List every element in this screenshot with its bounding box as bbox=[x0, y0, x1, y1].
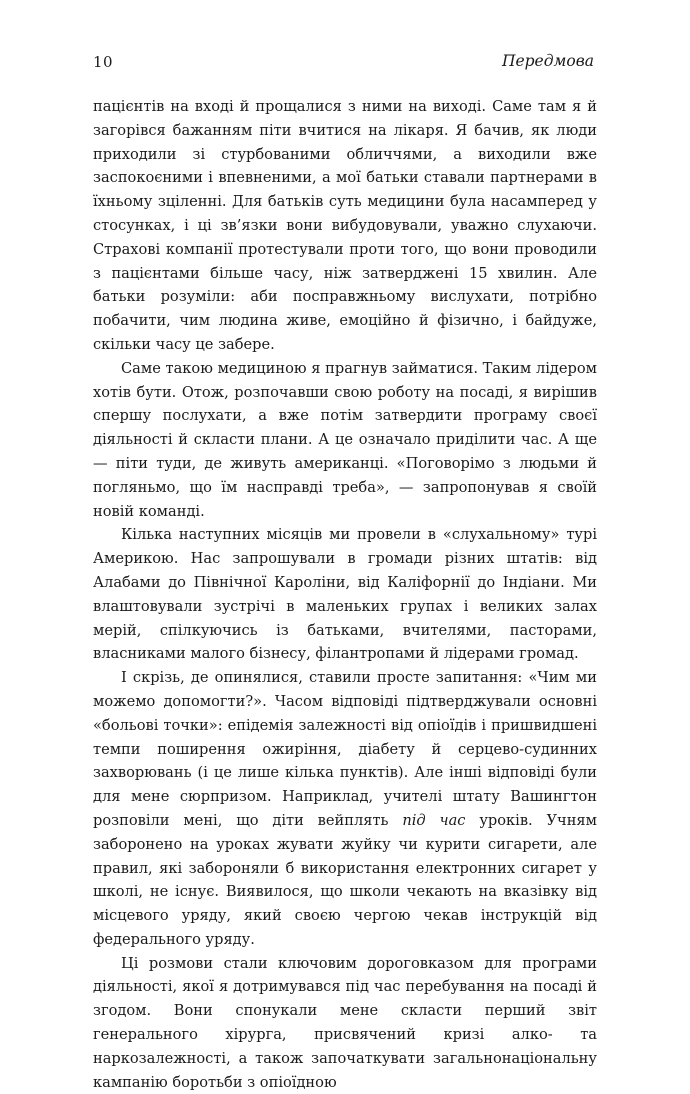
paragraph-text: уроків. Учням заборонено на уроках жувати жуйку чи курити сигарети, але правил, які забороняли б використання електронних сигарет у школі, не існує. Виявилося, що школи чекають на вказівку від місцевого уряду, який своєю чергою чекав інструкцій від федерального уряду. bbox=[93, 811, 597, 948]
running-head: Передмова bbox=[501, 52, 594, 70]
paragraph: Саме такою медициною я прагнув займатися. Таким лідером хотів бути. Отож, розпочавши свою роботу на посаді, я вирішив спершу послухати, а вже потім затвердити програму своєї діяльності й скласти плани. А це означало приділити час. А ще — піти туди, де живуть американці. «Поговорімо з людьми й погляньмо, що їм насправді треба», — запропонував я своїй новій команді. bbox=[93, 359, 597, 520]
page-number: 10 bbox=[93, 53, 114, 71]
paragraph: Ці розмови стали ключовим дороговказом для програми діяльності, якої я дотримувався під час перебування на посаді й згодом. Вони спонукали мене скласти перший звіт генерального хірурга, присвячений кризі алко- та наркозалежності, а також започаткувати загальнонаціональну кампанію боротьби з опіоїдною bbox=[93, 954, 597, 1091]
paragraph-text: І скрізь, де опинялися, ставили просте запитання: «Чим ми можемо допомогти?». Часом відповіді підтверджували основні «больові точки»: епідемія залежності від опіоїдів і пришвидшені темпи поширення ожиріння, діабету й серцево-судинних захворювань (і це лише кілька пунктів). Але інші відповіді були для мене сюрпризом. Наприклад, учителі штату Вашингтон розповіли мені, що діти вейплять bbox=[93, 669, 597, 829]
emphasized-text: під час bbox=[402, 811, 466, 829]
paragraph: Кілька наступних місяців ми провели в «слухальному» турі Америкою. Нас запрошували в громади різних штатів: від Алабами до Північної Кароліни, від Каліфорнії до Індіани. Ми влаштовували зустрічі в маленьких групах і великих залах мерій, спілкуючись із батьками, вчителями, пасторами, власниками малого бізнесу, філантропами й лідерами громад. bbox=[93, 526, 597, 663]
paragraph bbox=[93, 666, 597, 952]
body-text bbox=[93, 95, 597, 1094]
paragraph: пацієнтів на вході й прощалися з ними на виході. Саме там я й загорівся бажанням піти вчитися на лікаря. Я бачив, як люди приходили зі стурбованими обличчями, а виходили вже заспокоєними і впевненими, а мої батьки ставали партнерами в їхньому зціленні. Для батьків суть медицини була насамперед у стосунках, і ці зв’язки вони вибудовували, уважно слухаючи. Страхові компанії протестували проти того, що вони проводили з пацієнтами більше часу, ніж затверджені 15 хвилин. Але батьки розуміли: аби посправжньому вислухати, потрібно побачити, чим людина живе, емоційно й фізично, і байдуже, скільки часу це забере. bbox=[93, 98, 597, 353]
